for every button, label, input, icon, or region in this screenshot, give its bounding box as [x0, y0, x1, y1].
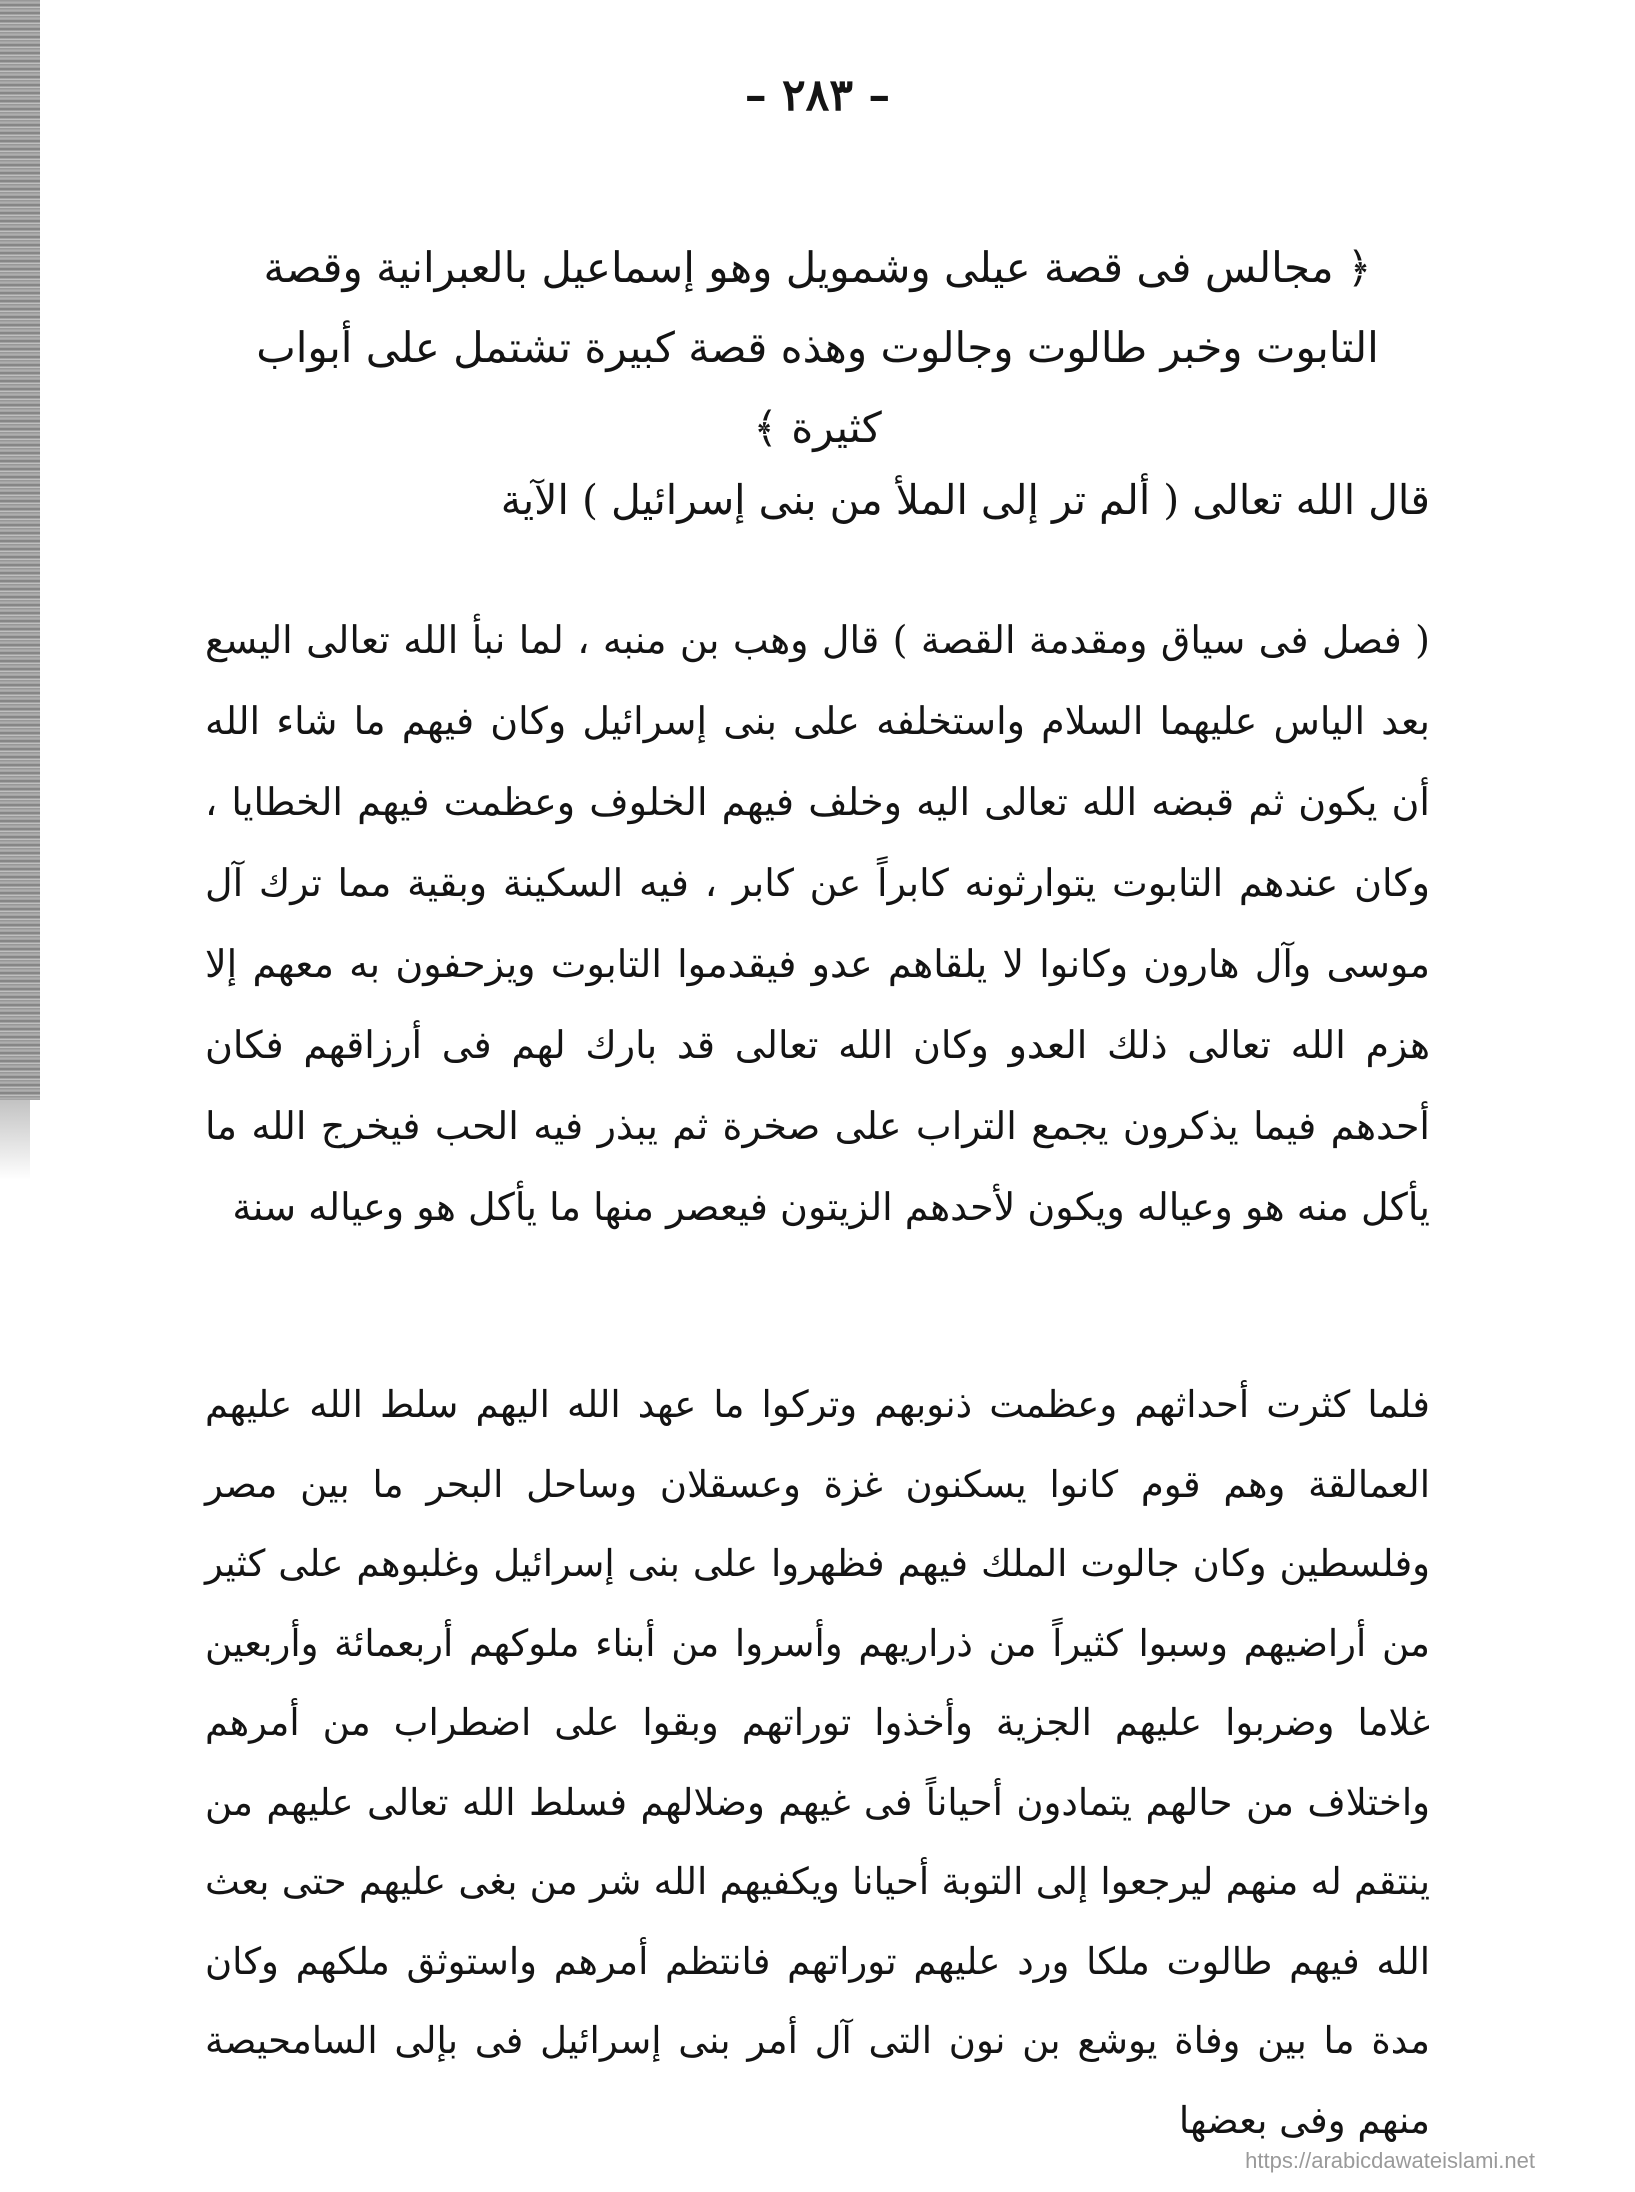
- body-paragraph-2: [205, 1365, 1430, 2160]
- paragraph-2-text: فلما كثرت أحداثهم وعظمت ذنوبهم وتركوا ما عهد الله اليهم سلط الله عليهم العمالقة وهم قوم كانوا يسكنون غزة وعسقلان وساحل البحر ما بين مصر وفلسطين وكان جالوت الملك فيهم فظهروا على بنى إسرائيل وغلبوهم على كثير من أراضيهم وسبوا كثيراً من ذراريهم وأسروا من أبناء ملوكهم أربعمائة وأربعين غلاما وضربوا عليهم الجزية وأخذوا توراتهم وبقوا على اضطراب من أمرهم واختلاف من حالهم يتمادون أحياناً فى غيهم وضلالهم فسلط الله تعالى عليهم من ينتقم له منهم ليرجعوا إلى التوبة أحيانا ويكفيهم الله شر من بغى عليهم حتى بعث الله فيهم طالوت ملكا ورد عليهم توراتهم فانتظم أمرهم واستوثق ملكهم وكان مدة ما بين وفاة يوشع بن نون التى آل أمر بنى إسرائيل فى بإلى السامحيصة منهم وفى بعضها: [205, 1383, 1430, 2142]
- source-watermark: https://arabicdawateislami.net: [1245, 2148, 1535, 2173]
- chapter-heading-text: ﴿ مجالس فى قصة عيلى وشمويل وهو إسماعيل بالعبرانية وقصة التابوت وخبر طالوت وجالوت وهذه قصة كبيرة تشتمل على أبواب كثيرة ﴾: [256, 243, 1379, 452]
- scan-edge-fade: [0, 1100, 30, 1180]
- paragraph-1-text: ( فصل فى سياق ومقدمة القصة ) قال وهب بن منبه ، لما نبأ الله تعالى اليسع بعد الياس عليهما السلام واستخلفه على بنى إسرائيل وكان فيهم ما شاء الله أن يكون ثم قبضه الله تعالى اليه وخلف فيهم الخلوف وعظمت فيهم الخطايا ، وكان عندهم التابوت يتوارثونه كابراً عن كابر ، فيه السكينة وبقية مما ترك آل موسى وآل هارون وكانوا لا يلقاهم عدو فيقدموا التابوت ويزحفون به معهم إلا هزم الله تعالى ذلك العدو وكان الله تعالى قد بارك لهم فى أرزاقهم فكان أحدهم فيما يذكرون يجمع التراب على صخرة ثم يبذر فيه الحب فيخرج الله ما يأكل منه هو وعياله ويكون لأحدهم الزيتون فيعصر منها ما يأكل هو وعياله سنة: [205, 618, 1430, 1229]
- page-number: – ٢٨٣ –: [744, 70, 891, 121]
- body-paragraph-1: [205, 600, 1430, 1248]
- scan-edge-shadow: [0, 0, 40, 1100]
- chapter-heading: [205, 228, 1430, 468]
- verse-text: قال الله تعالى ( ألم تر إلى الملأ من بنى إسرائيل ) الآية: [500, 476, 1430, 524]
- quran-verse-line: [205, 460, 1430, 540]
